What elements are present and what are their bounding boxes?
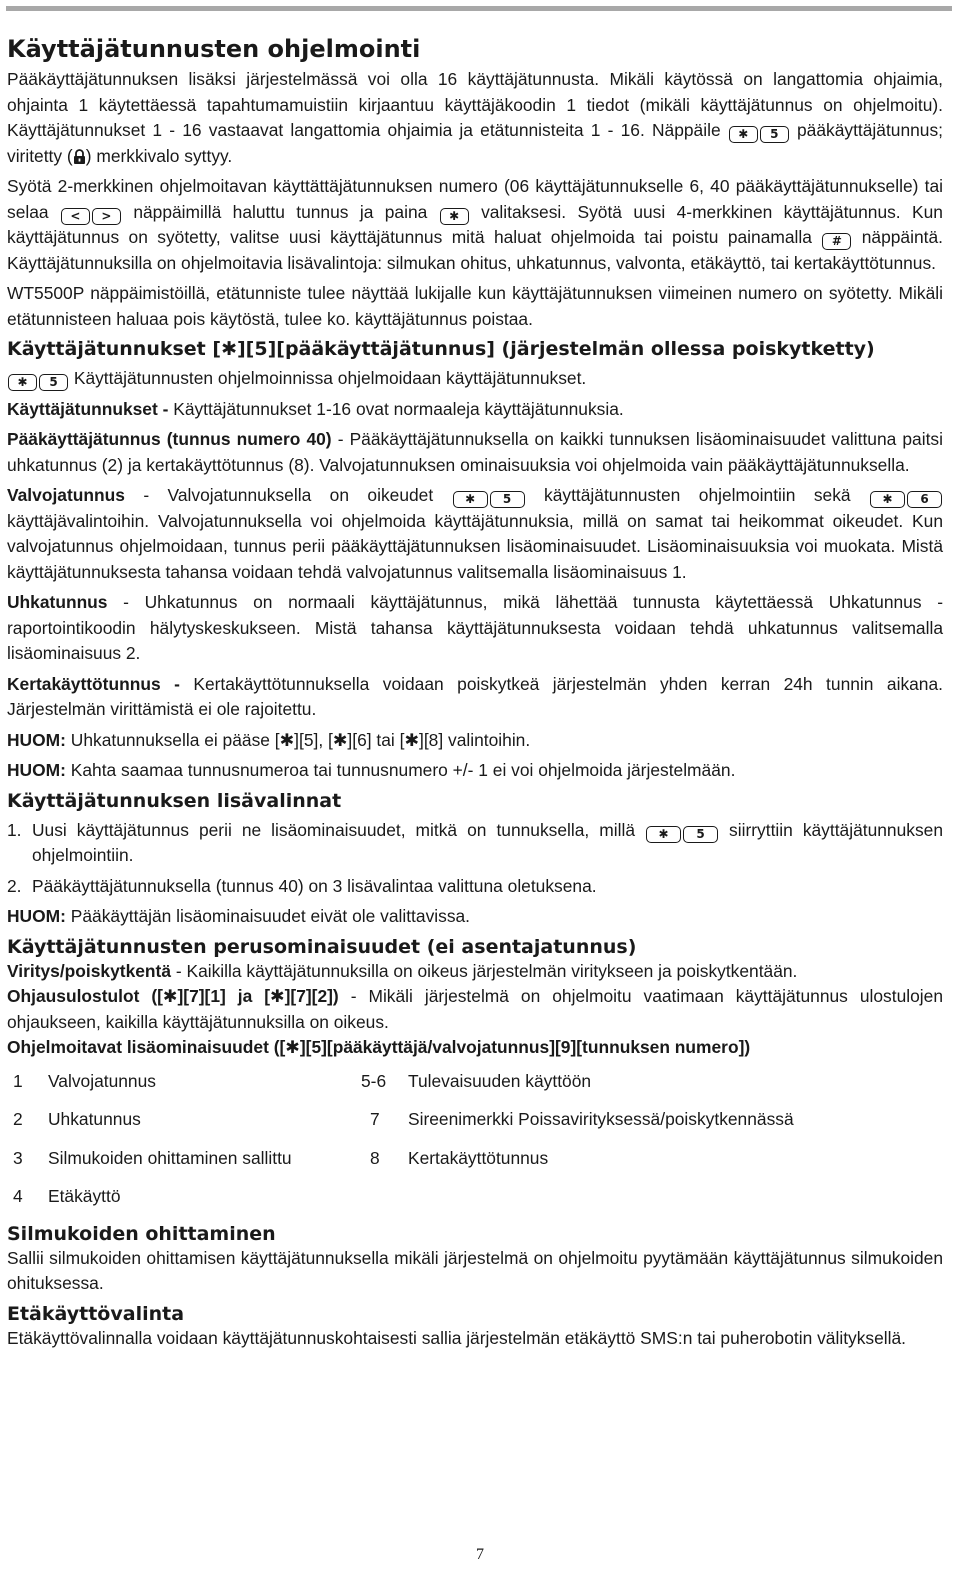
asterisk-key-icon: ✱ (646, 826, 681, 843)
term-text: - Kaikilla käyttäjätunnuksilla on oikeus järjestelmän viritykseen ja poiskytkentään. (175, 960, 798, 981)
asterisk-key-icon: ✱ (870, 491, 905, 508)
term-text: - Valvojatunnuksella on oikeudet (143, 485, 434, 505)
intro-paragraph-3: WT5500P näppäimistöillä, etätunniste tulee näyttää lukijalle kun käyttäjätunnuksen viimeinen numero on syötetty. Mikäli etätunnisteen haluaa pois käytöstä, tulee ko. käyttäjätunnus poistaa. (7, 283, 943, 329)
list-item (7, 818, 943, 869)
features-table (7, 1061, 943, 1217)
five-key-icon: 5 (490, 491, 525, 508)
term-text: Kertakäyttötunnuksella voidaan poiskytkeä järjestelmän yhden kerran 24h tunnin aikana. Järjestelmän virittämistä ei ole rajoitettu. (7, 673, 943, 719)
note-text: Uhkatunnuksella ei pääse [✱][5], [✱][6] tai [✱][8] valintoihin. (70, 729, 531, 750)
note-text: Kahta saamaa tunnusnumeroa tai tunnusnumero +/- 1 ei voi ohjelmoida järjestelmään. (70, 760, 736, 780)
section-heading-basic-features: Käyttäjätunnusten perusominaisuudet (ei asentajatunnus) (7, 935, 637, 958)
arm-disarm-paragraph (7, 959, 943, 985)
feature-number: 3 (13, 1147, 23, 1168)
programmable-features-label (7, 1035, 943, 1061)
note-3 (7, 904, 943, 930)
feature-label: Valvojatunnus (48, 1070, 156, 1091)
feature-label: Uhkatunnus (48, 1108, 141, 1129)
list-text-part: Uusi käyttäjätunnus perii ne lisäominaisuudet, mitkä on tunnuksella, millä (32, 819, 636, 840)
greater-than-key-icon: > (92, 208, 121, 225)
list-text (7, 818, 943, 869)
note-2 (7, 758, 943, 784)
list-item (7, 874, 943, 900)
feature-label: Silmukoiden ohittaminen sallittu (48, 1147, 292, 1168)
intro-text: Pääkäyttäjätunnuksen lisäksi järjestelmässä voi olla 16 käyttäjätunnusta. Mikäli käytössä on langattomia ohjaimia, ohjainta 1 käytettäessä tapahtumamuistiin kirjaantuu käyttäjäkoodin 1 tiedot (mikäli käyttäjätunnus on ohjelmoitu). Käyttäjätunnukset 1 - 16 vastaavat langattomia ohjaimia ja etätunnisteita 1 - 16. Näppäile (7, 69, 943, 140)
five-key-icon: 5 (683, 826, 718, 843)
intro-text: näppäintä. Käyttäjätunnuksilla on ohjelmoitavia lisävalintoja: silmukan ohitus, uhkatunnus, valvonta, etäkäyttö, tai kertakäyttötunnus. (7, 227, 943, 273)
section-heading-remote-access: Etäkäyttövalinta (7, 1302, 185, 1325)
zone-bypass-paragraph: Sallii silmukoiden ohittamisen käyttäjätunnuksella mikäli järjestelmä on ohjelmoitu pyytämään käyttäjätunnus silmukoiden ohituksessa. (7, 1247, 943, 1293)
list-number: 2. (7, 875, 22, 896)
five-key-icon: 5 (760, 126, 789, 143)
feature-number: 8 (370, 1147, 380, 1168)
user-codes-paragraph (7, 397, 943, 423)
list-text: Pääkäyttäjätunnuksella (tunnus 40) on 3 lisävalintaa valittuna oletuksena. (32, 875, 597, 896)
asterisk-key-icon: ✱ (453, 491, 488, 508)
page-title: Käyttäjätunnusten ohjelmointi (7, 35, 421, 63)
duress-code-paragraph (7, 590, 943, 667)
section-heading-user-codes: Käyttäjätunnukset [✱][5][pääkäyttäjätunnus] (järjestelmän ollessa poiskytketty) (7, 338, 875, 360)
term-label: Pääkäyttäjätunnus (tunnus numero 40) (7, 429, 332, 449)
six-key-icon: 6 (907, 491, 942, 508)
list-number: 1. (7, 819, 22, 840)
feature-number: 5-6 (361, 1070, 387, 1091)
outputs-paragraph (7, 984, 943, 1035)
feature-label: Kertakäyttötunnus (408, 1147, 549, 1168)
note-label: HUOM: (7, 729, 66, 750)
asterisk-key-icon: ✱ (440, 208, 469, 225)
feature-number: 4 (13, 1185, 23, 1206)
asterisk-key-icon: ✱ (8, 374, 37, 391)
feature-label: Tulevaisuuden käyttöön (408, 1070, 592, 1091)
intro-text: valitaksesi. Syötä uusi 4-merkkinen käyttäjätunnus. Kun käyttäjätunnus on syötetty, valitse uusi käyttäjätunnus mitä haluat ohjelmoida tai poistu painamalla (7, 201, 943, 247)
one-time-code-paragraph (7, 672, 943, 723)
intro-text: pääkäyttäjätunnus; viritetty ( (7, 120, 943, 166)
user-codes-lead (7, 366, 943, 392)
term-label: Valvojatunnus (7, 485, 125, 505)
section-heading-user-options: Käyttäjätunnuksen lisävalinnat (7, 789, 342, 812)
intro-text: Syötä 2-merkkinen ohjelmoitavan käyttättäjätunnuksen numero (06 käyttäjätunnukselle 6, 40 pääkäyttäjätunnukselle) tai selaa (7, 176, 943, 222)
intro-paragraph-1 (7, 67, 943, 169)
list-text-part: siirryttiin käyttäjätunnuksen ohjelmointiin. (32, 819, 944, 865)
master-code-paragraph (7, 427, 943, 478)
term-text: - Pääkäyttäjätunnuksella on kaikki tunnuksen lisäominaisuudet valittuna paitsi uhkatunnus (2) ja kertakäyttötunnus (8). Valvojatunnuksen ominaisuuksia voi ohjelmoida vain pääkäyttäjätunnuksella. (7, 429, 943, 475)
feature-label: Sireenimerkki Poissavirityksessä/poiskytkennässä (408, 1108, 794, 1129)
supervisor-code-paragraph (7, 483, 943, 585)
feature-number: 2 (13, 1108, 23, 1129)
less-than-key-icon: < (61, 208, 90, 225)
lock-icon (73, 149, 86, 164)
term-text: käyttäjätunnusten ohjelmointiin sekä (544, 485, 851, 505)
term-text: - Uhkatunnus on normaali käyttäjätunnus, mikä lähettää tunnusta käytettäessä Uhkatunnus -raportointikoodin hälytyskeskukseen. Mistä tahansa käyttäjätunnuksesta voidaan tehdä uhkatunnus valitsemalla lisäominaisuus 2. (7, 592, 943, 663)
term-label: Ohjelmoitavat lisäominaisuudet ([✱][5][pääkäyttäjä/valvojatunnus][9][tunnuksen numero]) (7, 1037, 751, 1057)
feature-label: Etäkäyttö (48, 1185, 121, 1206)
term-label: Uhkatunnus (7, 592, 108, 612)
lead-text: Käyttäjätunnusten ohjelmoinnissa ohjelmoidaan käyttäjätunnukset. (73, 368, 587, 388)
five-key-icon: 5 (39, 374, 68, 391)
note-label: HUOM: (7, 760, 66, 780)
document-page (7, 33, 943, 1351)
hash-key-icon: # (822, 233, 851, 250)
term-label: Ohjausulostulot ([✱][7][1] ja [✱][7][2]) (7, 986, 339, 1006)
section-heading-zone-bypass: Silmukoiden ohittaminen (7, 1222, 276, 1245)
feature-number: 1 (13, 1070, 23, 1091)
note-1 (7, 728, 943, 754)
term-label: Käyttäjätunnukset - (7, 398, 169, 419)
asterisk-key-icon: ✱ (729, 126, 758, 143)
term-text: Käyttäjätunnukset 1-16 ovat normaaleja käyttäjätunnuksia. (173, 398, 624, 419)
note-text: Pääkäyttäjän lisäominaisuudet eivät ole valittavissa. (70, 906, 471, 926)
intro-text: ) merkkivalo syttyy. (85, 145, 233, 166)
page-number: 7 (476, 1546, 484, 1563)
feature-number: 7 (370, 1108, 380, 1129)
note-label: HUOM: (7, 906, 66, 926)
term-text: - Mikäli järjestelmä on ohjelmoitu vaatimaan käyttäjätunnus ulostulojen ohjaukseen, kaikilla käyttäjätunnuksilla on oikeus. (7, 986, 943, 1032)
top-rule (6, 6, 952, 11)
intro-text: näppäimillä haluttu tunnus ja paina (133, 201, 428, 222)
remote-access-paragraph: Etäkäyttövalinnalla voidaan käyttäjätunnuskohtaisesti sallia järjestelmän etäkäyttö SMS:n tai puherobotin välityksellä. (7, 1327, 907, 1348)
term-label: Kertakäyttötunnus - (7, 673, 180, 694)
intro-paragraph-2 (7, 174, 943, 276)
term-text: käyttäjävalintoihin. Valvojatunnuksella voi ohjelmoida käyttäjätunnuksia, millä on samat tai heikommat oikeudet. Kun valvojatunnus ohjelmoidaan, tunnus perii pääkäyttäjätunnuksen lisäominaisuudet. Lisäominaisuuksia voi muokata. Mistä käyttäjätunnuksesta tahansa voidaan tehdä valvojatunnus valitsemalla lisäominaisuus 1. (7, 510, 943, 582)
term-label: Viritys/poiskytkentä (7, 960, 171, 981)
